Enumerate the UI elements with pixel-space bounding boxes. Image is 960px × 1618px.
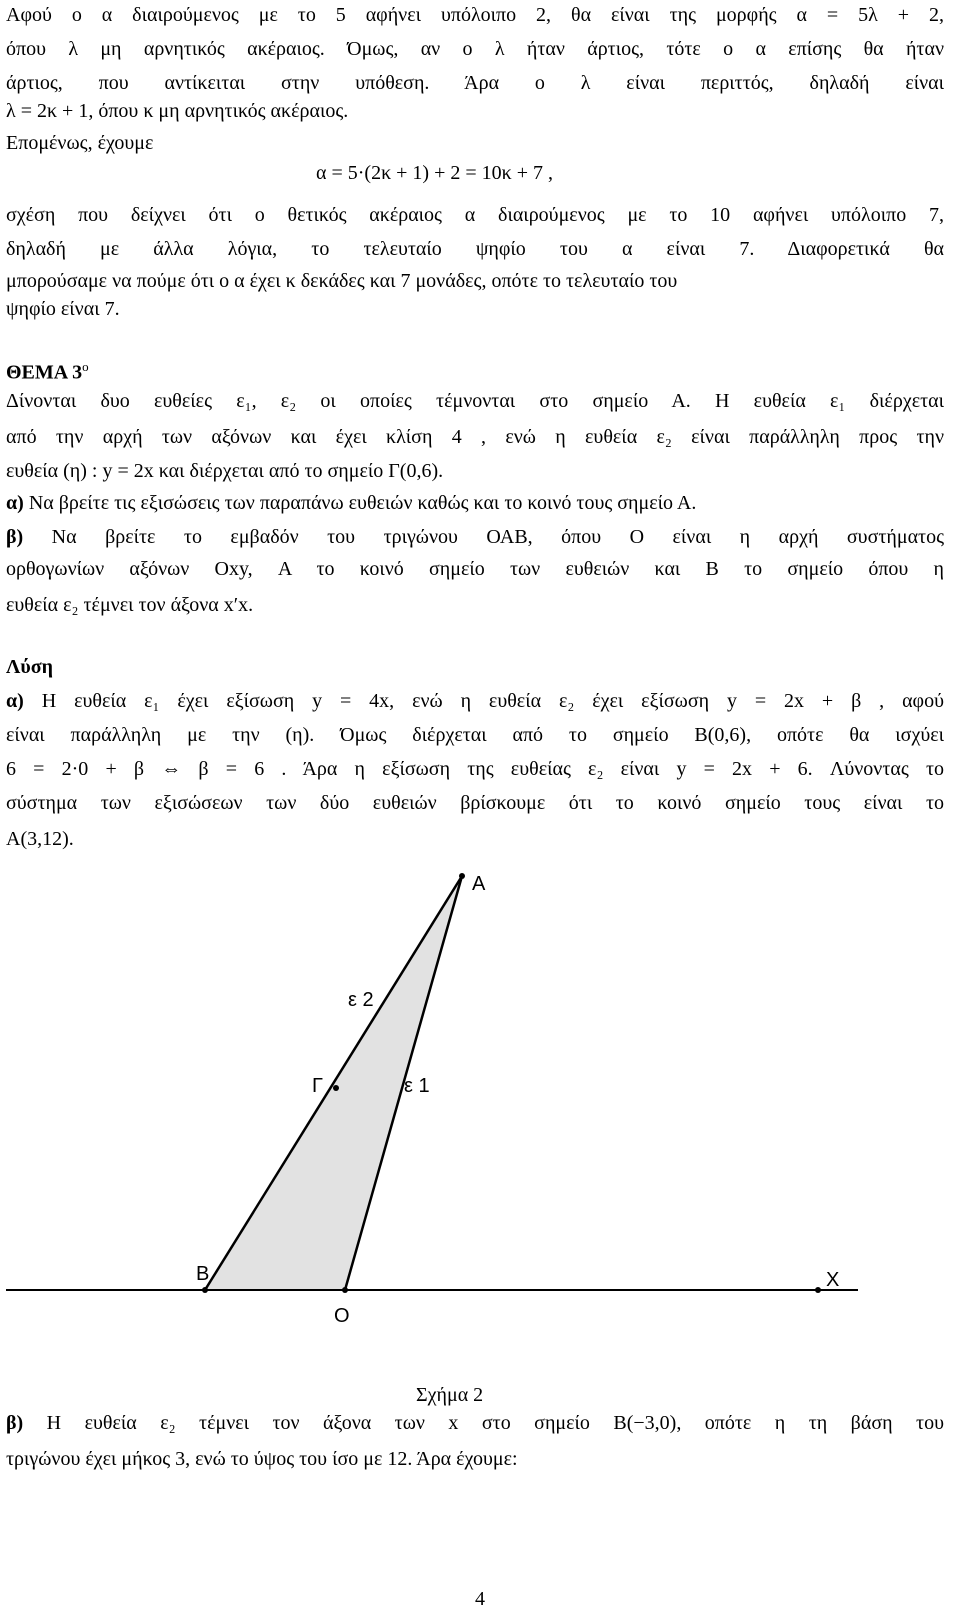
point-x — [815, 1287, 821, 1293]
question-a: α) Να βρείτε τις εξισώσεις των παραπάνω ευθειών καθώς και το κοινό τους σημείο Α. — [6, 492, 697, 514]
text-line: τριγώνου έχει μήκος 3, ενώ το ύψος του ίσο με 12. Άρα έχουμε: — [6, 1448, 518, 1470]
text-line: Α(3,12). — [6, 828, 74, 850]
text-line: μπορούσαμε να πούμε ότι ο α έχει κ δεκάδες και 7 μονάδες, οπότε το τελευταίο του — [6, 270, 678, 292]
label-b: B — [196, 1263, 210, 1285]
text-line: ευθεία ε₂ τέμνει τον άξονα x′x. — [6, 594, 254, 616]
label-e2: ε 2 — [348, 989, 374, 1011]
text-line: ψηφίο είναι 7. — [6, 298, 120, 320]
text-line: ορθογωνίων αξόνων Oxy, Α το κοινό σημείο των ευθειών και Β το σημείο όπου η — [6, 558, 944, 580]
page-number: 4 — [475, 1588, 485, 1610]
label-g: Γ — [312, 1075, 324, 1097]
text-line: Αφού ο α διαιρούμενος με το 5 αφήνει υπόλοιπο 2, θα είναι της μορφής α = 5λ + 2, — [6, 4, 944, 26]
solution-a: α) Η ευθεία ε₁ έχει εξίσωση y = 4x, ενώ η ευθεία ε₂ έχει εξίσωση y = 2x + β , αφού — [6, 690, 944, 712]
label-o: O — [334, 1305, 350, 1327]
label-x: X — [826, 1269, 840, 1291]
text-line: δηλαδή με άλλα λόγια, το τελευταίο ψηφίο του α είναι 7. Διαφορετικά θα — [6, 238, 944, 260]
text-line: 6 = 2·0 + β ⇔ β = 6 . Άρα η εξίσωση της ευθείας ε₂ είναι y = 2x + 6. Λύνοντας το — [6, 758, 944, 780]
figure-triangle-oab — [0, 860, 960, 1420]
text-line: από την αρχή των αξόνων και έχει κλίση 4 , ενώ η ευθεία ε₂ είναι παράλληλη προς την — [6, 426, 944, 448]
text-line: ευθεία (η) : y = 2x και διέρχεται από το σημείο Γ(0,6). — [6, 460, 444, 482]
text-line: άρτιος, που αντίκειται στην υπόθεση. Άρα ο λ είναι περιττός, δηλαδή είναι — [6, 72, 944, 94]
text-line: λ = 2κ + 1, όπου κ μη αρνητικός ακέραιος. — [6, 100, 349, 122]
point-a — [459, 873, 465, 879]
text-line: σύστημα των εξισώσεων των δύο ευθειών βρίσκουμε ότι το κοινό σημείο τους είναι το — [6, 792, 944, 814]
point-o — [342, 1287, 348, 1293]
figure-caption: Σχήμα 2 — [416, 1384, 484, 1406]
solution-b: β) Η ευθεία ε₂ τέμνει τον άξονα των x στο σημείο Β(−3,0), οπότε η τη βάση του — [6, 1412, 944, 1434]
solution-title: Λύση — [6, 656, 53, 678]
label-e1: ε 1 — [404, 1075, 430, 1097]
point-b — [202, 1287, 208, 1293]
label-a: A — [472, 873, 486, 895]
point-g — [333, 1085, 339, 1091]
text-line: όπου λ μη αρνητικός ακέραιος. Όμως, αν ο λ ήταν άρτιος, τότε ο α επίσης θα ήταν — [6, 38, 944, 60]
question-b: β) Να βρείτε το εμβαδόν του τριγώνου ΟΑΒ, όπου Ο είναι η αρχή συστήματος — [6, 526, 944, 548]
text-line: Δίνονται δυο ευθείες ε₁, ε₂ οι οποίες τέμνονται στο σημείο Α. Η ευθεία ε₁ διέρχεται — [6, 390, 944, 412]
text-line: Επομένως, έχουμε — [6, 132, 154, 154]
theme-title: ΘΕΜΑ $3^o$ — [6, 359, 89, 384]
text-line: σχέση που δείχνει ότι ο θετικός ακέραιος α διαιρούμενος με το 10 αφήνει υπόλοιπο 7, — [6, 204, 944, 226]
text-line: είναι παράλληλη με την (η). Όμως διέρχεται από το σημείο Β(0,6), οπότε θα ισχύει — [6, 724, 944, 746]
equation: α = 5·(2κ + 1) + 2 = 10κ + 7 , — [316, 162, 554, 184]
